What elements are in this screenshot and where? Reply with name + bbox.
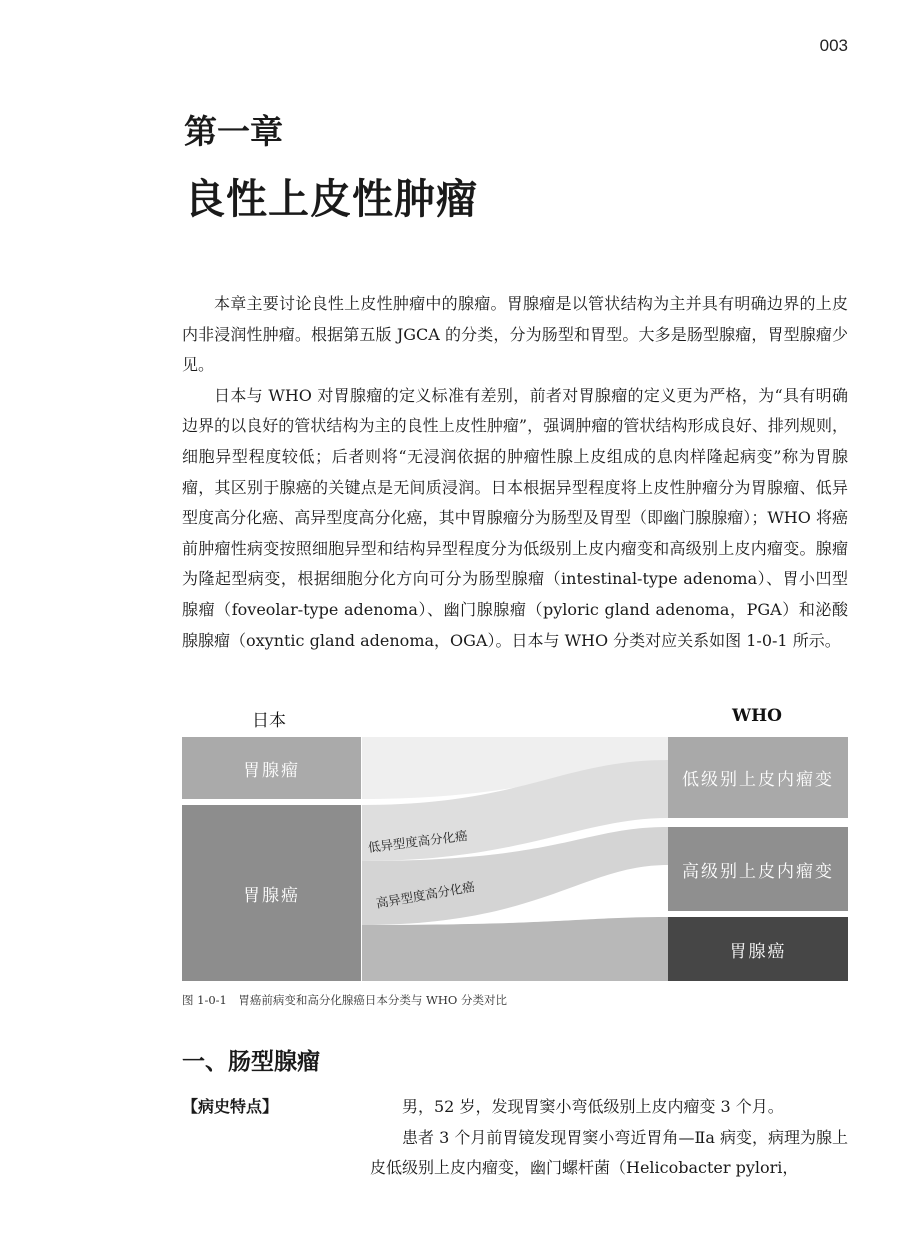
flow-label-high-atypia: 高异型度高分化癌 xyxy=(374,878,476,911)
left-node-adenoma xyxy=(182,737,361,799)
flow-label-low-atypia: 低异型度高分化癌 xyxy=(367,827,469,855)
figure-caption: 图 1-0-1 胃癌前病变和高分化腺癌日本分类与 WHO 分类对比 xyxy=(182,993,507,1007)
history-label: 【病史特点】 xyxy=(182,1097,279,1116)
history-paragraph-2: 患者 3 个月前胃镜发现胃窦小弯近胃角—Ⅱa 病变，病理为腺上皮低级别上皮内瘤变，幽门螺杆菌（Helicobacter pylori， xyxy=(370,1127,848,1178)
left-node-carcinoma xyxy=(182,805,361,981)
chapter-label: 第一章 xyxy=(184,112,283,151)
body-text xyxy=(182,289,848,656)
chapter-title: 良性上皮性肿瘤 xyxy=(184,175,478,223)
right-node-high-grade xyxy=(668,827,848,911)
left-node-carcinoma-label: 胃腺癌 xyxy=(243,885,300,906)
section-heading: 一、肠型腺瘤 xyxy=(182,1049,320,1075)
paragraph-2: 日本与 WHO 对胃腺瘤的定义标准有差别，前者对胃腺瘤的定义更为严格，为“具有明确边界的以良好的管状结构为主的良性上皮性肿瘤”，强调肿瘤的管状结构形成良好、排列规则，细胞异型程度较低；后者则将“无浸润依据的肿瘤性腺上皮组成的息肉样隆起病变”称为胃腺瘤，其区别于腺癌的关键点是无间质浸润。日本根据异型程度将上皮性肿瘤分为胃腺瘤、低异型度高分化癌、高异型度高分化癌，其中胃腺瘤分为肠型及胃型（即幽门腺腺瘤）；WHO 将癌前肿瘤性病变按照细胞异型和结构异型程度分为低级别上皮内瘤变和高级别上皮内瘤变。腺瘤为隆起型病变，根据细胞分化方向可分为肠型腺瘤（intestinal-type adenoma）、胃小凹型腺瘤（foveolar-type adenoma）、幽门腺腺瘤（pyloric gland adenoma，PGA）和泌酸腺腺瘤（oxyntic gland adenoma，OGA）。日本与 WHO 分类对应关系如图 1-0-1 所示。 xyxy=(182,385,848,650)
flow-carcinoma-to-carcinoma xyxy=(362,917,668,981)
right-header-who: WHO xyxy=(732,706,782,726)
right-node-carcinoma xyxy=(668,917,848,981)
paragraph-1: 本章主要讨论良性上皮性肿瘤中的腺瘤。胃腺瘤是以管状结构为主并具有明确边界的上皮内非浸润性肿瘤。根据第五版 JGCA 的分类，分为肠型和胃型。大多是肠型腺瘤，胃型腺瘤少见。 xyxy=(182,294,848,375)
page-number: 003 xyxy=(819,36,848,55)
right-node-carcinoma-label: 胃腺癌 xyxy=(729,941,787,962)
classification-sankey-figure xyxy=(182,706,848,986)
right-node-low-grade-label: 低级别上皮内瘤变 xyxy=(682,770,834,790)
history-paragraph-1: 男，52 岁，发现胃窦小弯低级别上皮内瘤变 3 个月。 xyxy=(402,1097,784,1116)
left-node-adenoma-label: 胃腺瘤 xyxy=(243,760,300,781)
right-node-high-grade-label: 高级别上皮内瘤变 xyxy=(682,861,834,882)
right-node-low-grade xyxy=(668,737,848,818)
history-text xyxy=(370,1092,848,1184)
left-header-japan: 日本 xyxy=(252,711,286,731)
